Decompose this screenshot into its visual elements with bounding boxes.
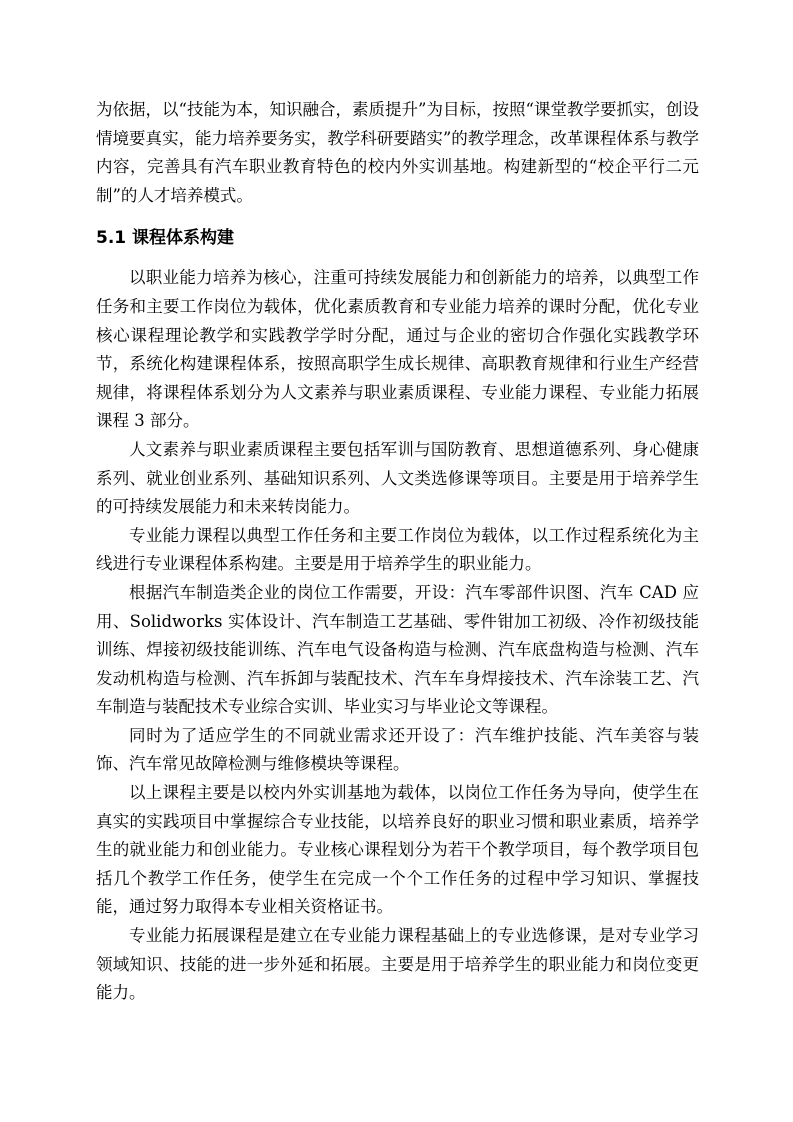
body-paragraph-5: 同时为了适应学生的不同就业需求还开设了：汽车维护技能、汽车美容与装饰、汽车常见故障检测与维修模块等课程。 bbox=[96, 725, 699, 774]
section-heading: 5.1 课程体系构建 bbox=[96, 228, 235, 249]
body-paragraph-2: 人文素养与职业素质课程主要包括军训与国防教育、思想道德系列、身心健康系列、就业创业系列、基础知识系列、人文类选修课等项目。主要是用于培养学生的可持续发展能力和未来转岗能力。 bbox=[96, 439, 699, 517]
document-page bbox=[96, 96, 699, 1008]
intro-paragraph: 为依据，以“技能为本，知识融合，素质提升”为目标，按照“课堂教学要抓实，创设情境要真实，能力培养要务实，教学科研要踏实”的教学理念，改革课程体系与教学内容，完善具有汽车职业教育特色的校内外实训基地。构建新型的“校企平行二元制”的人才培养模式。 bbox=[96, 100, 699, 205]
body-paragraph-7: 专业能力拓展课程是建立在专业能力课程基础上的专业选修课，是对专业学习领域知识、技能的进一步外延和拓展。主要是用于培养学生的职业能力和岗位变更能力。 bbox=[96, 926, 699, 1003]
body-paragraph-1: 以职业能力培养为核心，注重可持续发展能力和创新能力的培养，以典型工作任务和主要工作岗位为载体，优化素质教育和专业能力培养的课时分配，优化专业核心课程理论教学和实践教学学时分配，通过与企业的密切合作强化实践教学环节，系统化构建课程体系，按照高职学生成长规律、高职教育规律和行业生产经营规律，将课程体系划分为人文素养与职业素质课程、专业能力课程、专业能力拓展课程 3 部分。 bbox=[96, 268, 699, 431]
body-paragraph-6: 以上课程主要是以校内外实训基地为载体，以岗位工作任务为导向，使学生在真实的实践项目中掌握综合专业技能，以培养良好的职业习惯和职业素质，培养学生的就业能力和创业能力。专业核心课程划分为若干个教学项目，每个教学项目包括几个教学工作任务，使学生在完成一个个工作任务的过程中学习知识、掌握技能，通过努力取得本专业相关资格证书。 bbox=[96, 783, 699, 917]
body-paragraph-4: 根据汽车制造类企业的岗位工作需要，开设：汽车零部件识图、汽车 CAD 应用、Solidworks 实体设计、汽车制造工艺基础、零件钳加工初级、冷作初级技能训练、焊接初级技能训练、汽车电气设备构造与检测、汽车底盘构造与检测、汽车发动机构造与检测、汽车拆卸与装配技术、汽车车身焊接技术、汽车涂装工艺、汽车制造与装配技术专业综合实训、毕业实习与毕业论文等课程。 bbox=[96, 582, 699, 717]
body-paragraph-3: 专业能力课程以典型工作任务和主要工作岗位为载体，以工作过程系统化为主线进行专业课程体系构建。主要是用于培养学生的职业能力。 bbox=[96, 525, 699, 574]
